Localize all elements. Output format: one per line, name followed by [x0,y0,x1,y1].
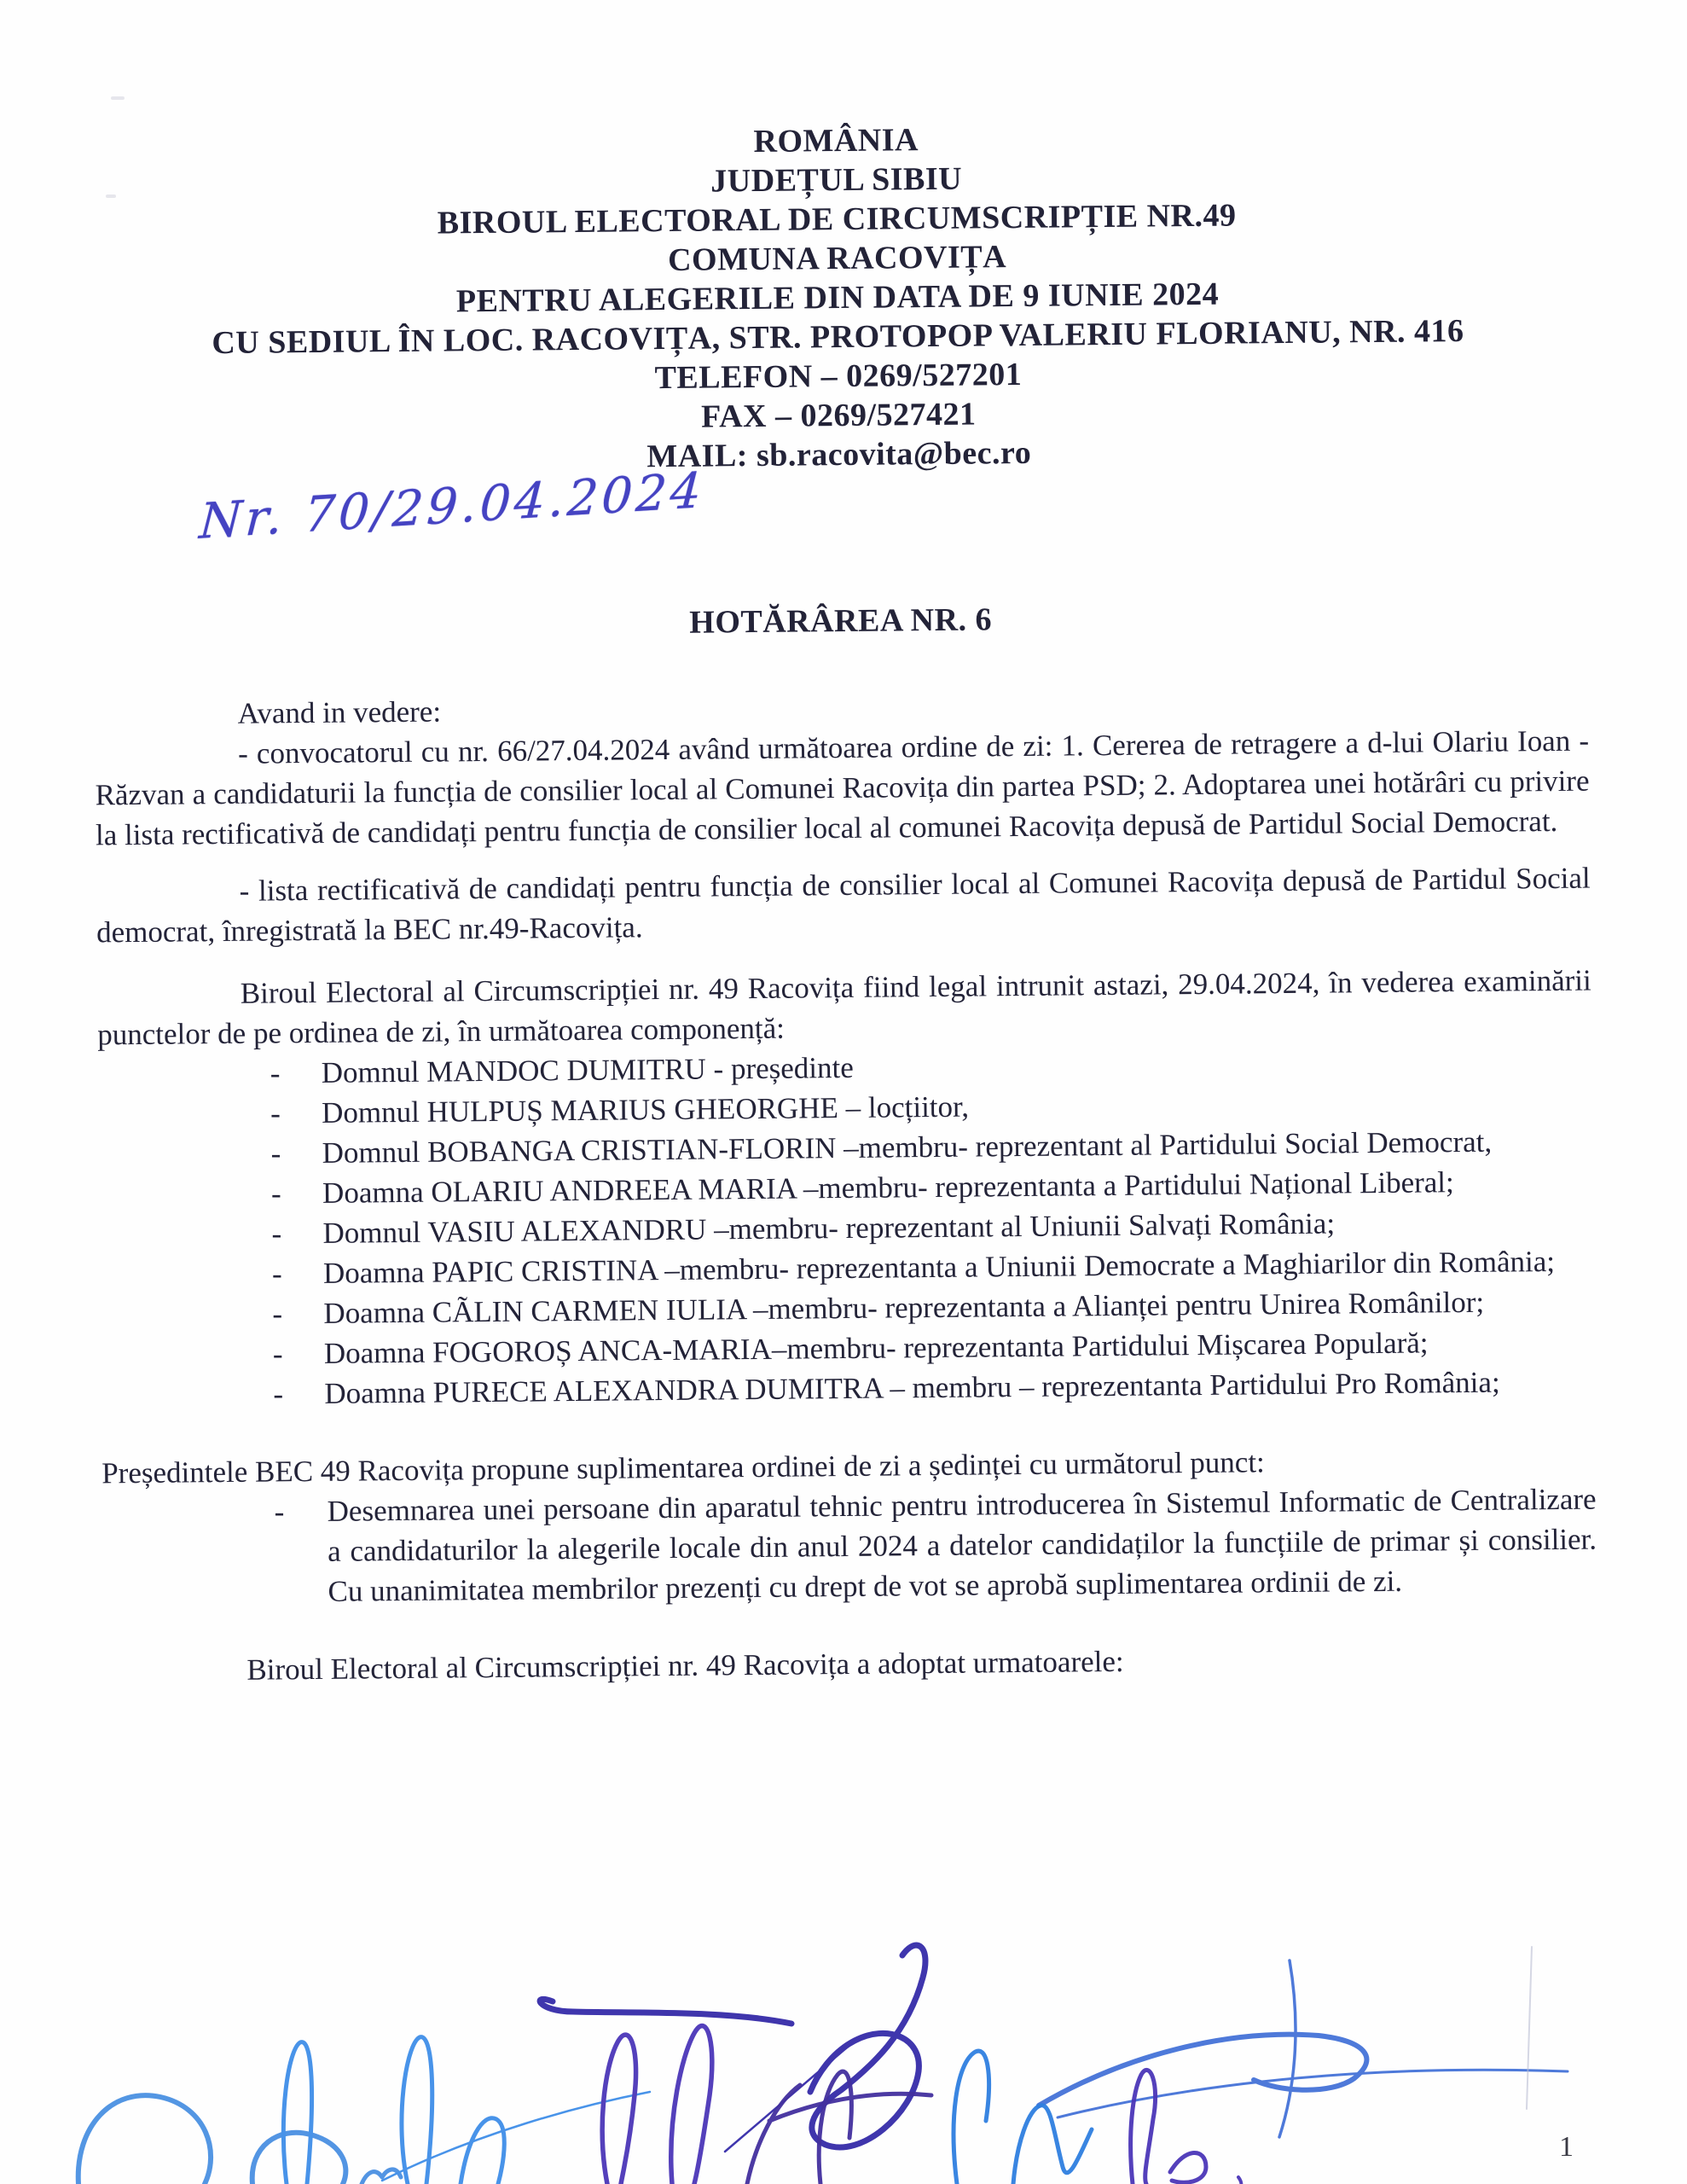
header-commune: COMUNA RACOVIȚA [667,239,1007,278]
header-mail: MAIL: sb.racovita@bec.ro [646,434,1032,475]
supplement-list [274,1479,1597,1612]
document-body [94,681,1597,1692]
paragraph-adoptat: Biroul Electoral al Circumscripției nr. 49 Racovița a adoptat urmatoarele: [246,1644,1124,1687]
member-text: Doamna PURECE ALEXANDRA DUMITRA – membru – reprezentanta Partidului Pro România; [324,1365,1500,1410]
member-text: Domnul BOBANGA CRISTIAN-FLORIN –membru- reprezentant al Partidului Social Democrat, [322,1124,1493,1170]
paragraph-presedinte-propune: Președintele BEC 49 Racovița propune suplimentarea ordinei de zi a ședinței cu următorul punct: [101,1445,1265,1490]
paragraph-lista-rectificativa: - lista rectificativă de candidați pentru funcția de consilier local al Comunei Racovița depusă de Partidul Social democrat, înregistrată la BEC nr.49-Racovița. [96,861,1591,950]
document-header [0,0,1683,483]
intro-line: Avand in vedere: [237,694,442,730]
header-address: CU SEDIUL ÎN LOC. RACOVIȚA, STR. PROTOPOP VALERIU FLORIANU, NR. 416 [212,312,1464,362]
bullet-dash: - [270,1136,281,1170]
member-text: Doamna CÃLIN CARMEN IULIA –membru- reprezentanta a Alianței pentru Unirea Românilor; [323,1285,1485,1330]
bullet-dash: - [271,1217,282,1251]
scan-speck [111,96,125,100]
bullet-dash: - [272,1297,283,1331]
paragraph-convocator: - convocatorul cu nr. 66/27.04.2024 având următoarea ordine de zi: 1. Cererea de retragere a d-lui Olariu Ioan -Răzvan a candidaturii la funcția de consilier local al Comunei Racovița din partea PSD; 2. Adoptarea unei hotărâri cu privire la lista rectificativă de candidați pentru funcția de consilier local al comunei Racovița depusă de Partidul Social Democrat. [95,723,1590,852]
member-text: Domnul VASIU ALEXANDRU –membru- reprezentant al Uniunii Salvați România; [322,1206,1336,1250]
supplement-text: Desemnarea unei persoane din aparatul tehnic pentru introducerea în Sistemul Informatic de Centralizare a candidaturilor la alegerile locale din anul 2024 a datelor candidaților la funcțiile de primar și consilier. Cu unanimitatea membrilor prezenți cu drept de vot se aprobă suplimentarea ordinii de zi. [327,1482,1597,1608]
paragraph-birou-intrunit: Biroul Electoral al Circumscripției nr. 49 Racovița fiind legal intrunit astazi, 29.04.2024, în vederea examinării punctelor de pe ordinea de zi, în următoarea componență: [97,963,1591,1052]
member-text: Doamna FOGOROȘ ANCA-MARIA–membru- reprezentanta Partidului Mișcarea Populară; [323,1326,1429,1370]
bullet-dash: - [270,1176,281,1211]
member-text: Domnul HULPUȘ MARIUS GHEORGHE – locțiitor, [321,1089,970,1130]
header-bureau: BIROUL ELECTORAL DE CIRCUMSCRIPȚIE NR.49 [437,197,1237,241]
header-election-date: PENTRU ALEGERILE DIN DATA DE 9 IUNIE 2024 [455,276,1220,320]
member-text: Doamna OLARIU ANDREEA MARIA –membru- reprezentanta a Partidului Național Liberal; [322,1165,1454,1210]
header-phone: TELEFON – 0269/527201 [654,356,1023,397]
member-text: Doamna PAPIC CRISTINA –membru- reprezentanta a Uniunii Democrate a Maghiarilor din România; [322,1245,1556,1290]
header-country: ROMÂNIA [753,122,919,160]
bullet-dash: - [271,1257,282,1291]
document-title: HOTĂRÂREA NR. 6 [689,601,993,641]
bullet-dash: - [270,1056,281,1090]
bullet-dash: - [274,1495,285,1529]
handwritten-registration-number: Nr. 70/29.04.2024 [197,462,706,550]
supplement-item [274,1479,1597,1612]
scan-speck [106,195,116,198]
header-county: JUDEȚUL SIBIU [710,160,963,200]
member-text: Domnul MANDOC DUMITRU - președinte [321,1050,854,1089]
page-number: 1 [1559,2131,1574,2163]
bullet-dash: - [272,1337,283,1371]
members-list [270,1041,1595,1414]
bullet-dash: - [270,1096,281,1130]
header-fax: FAX – 0269/527421 [700,396,977,435]
bullet-dash: - [273,1377,284,1411]
